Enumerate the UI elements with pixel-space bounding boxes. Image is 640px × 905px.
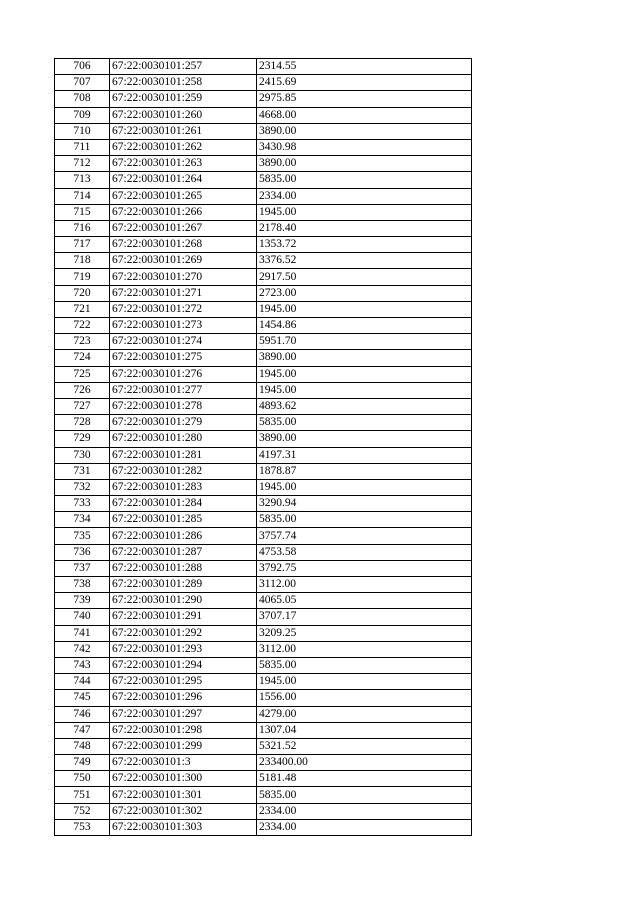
row-number-cell: 747 <box>55 722 110 738</box>
area-value-cell: 5835.00 <box>257 172 472 188</box>
row-number-cell: 729 <box>55 431 110 447</box>
table-row <box>55 609 472 625</box>
table-row <box>55 528 472 544</box>
table-row <box>55 415 472 431</box>
area-value-cell: 4065.05 <box>257 593 472 609</box>
table-row <box>55 512 472 528</box>
row-number-cell: 725 <box>55 366 110 382</box>
row-number-cell: 731 <box>55 463 110 479</box>
area-value-cell: 3890.00 <box>257 350 472 366</box>
cadastral-number-cell: 67:22:0030101:302 <box>110 803 257 819</box>
area-value-cell: 1878.87 <box>257 463 472 479</box>
table-row <box>55 560 472 576</box>
area-value-cell: 1454.86 <box>257 318 472 334</box>
row-number-cell: 738 <box>55 577 110 593</box>
area-value-cell: 1307.04 <box>257 722 472 738</box>
area-value-cell: 3890.00 <box>257 123 472 139</box>
area-value-cell: 3430.98 <box>257 139 472 155</box>
table-row <box>55 577 472 593</box>
cadastral-number-cell: 67:22:0030101:297 <box>110 706 257 722</box>
table-row <box>55 91 472 107</box>
cadastral-number-cell: 67:22:0030101:282 <box>110 463 257 479</box>
cadastral-number-cell: 67:22:0030101:272 <box>110 301 257 317</box>
table-row <box>55 625 472 641</box>
row-number-cell: 736 <box>55 544 110 560</box>
row-number-cell: 707 <box>55 75 110 91</box>
area-value-cell: 4279.00 <box>257 706 472 722</box>
table-row <box>55 366 472 382</box>
cadastral-number-cell: 67:22:0030101:293 <box>110 641 257 657</box>
cadastral-number-cell: 67:22:0030101:286 <box>110 528 257 544</box>
table-row <box>55 544 472 560</box>
cadastral-number-cell: 67:22:0030101:263 <box>110 156 257 172</box>
cadastral-number-cell: 67:22:0030101:271 <box>110 285 257 301</box>
cadastral-number-cell: 67:22:0030101:273 <box>110 318 257 334</box>
table-row <box>55 156 472 172</box>
cadastral-number-cell: 67:22:0030101:280 <box>110 431 257 447</box>
area-value-cell: 2314.55 <box>257 59 472 75</box>
table-row <box>55 59 472 75</box>
area-value-cell: 4668.00 <box>257 107 472 123</box>
cadastral-number-cell: 67:22:0030101:291 <box>110 609 257 625</box>
table-row <box>55 771 472 787</box>
table-row <box>55 382 472 398</box>
table-row <box>55 431 472 447</box>
row-number-cell: 746 <box>55 706 110 722</box>
area-value-cell: 1945.00 <box>257 674 472 690</box>
table-row <box>55 253 472 269</box>
row-number-cell: 727 <box>55 398 110 414</box>
row-number-cell: 741 <box>55 625 110 641</box>
cadastral-number-cell: 67:22:0030101:269 <box>110 253 257 269</box>
area-value-cell: 2334.00 <box>257 188 472 204</box>
area-value-cell: 3792.75 <box>257 560 472 576</box>
cadastral-number-cell: 67:22:0030101:3 <box>110 755 257 771</box>
area-value-cell: 4753.58 <box>257 544 472 560</box>
table-row <box>55 593 472 609</box>
cadastral-number-cell: 67:22:0030101:258 <box>110 75 257 91</box>
cadastral-number-cell: 67:22:0030101:278 <box>110 398 257 414</box>
row-number-cell: 735 <box>55 528 110 544</box>
table-row <box>55 819 472 835</box>
area-value-cell: 1556.00 <box>257 690 472 706</box>
cadastral-number-cell: 67:22:0030101:281 <box>110 447 257 463</box>
cadastral-number-cell: 67:22:0030101:287 <box>110 544 257 560</box>
table-row <box>55 318 472 334</box>
cadastral-number-cell: 67:22:0030101:295 <box>110 674 257 690</box>
cadastral-number-cell: 67:22:0030101:290 <box>110 593 257 609</box>
row-number-cell: 728 <box>55 415 110 431</box>
cadastral-number-cell: 67:22:0030101:270 <box>110 269 257 285</box>
table-row <box>55 188 472 204</box>
row-number-cell: 737 <box>55 560 110 576</box>
area-value-cell: 3209.25 <box>257 625 472 641</box>
row-number-cell: 715 <box>55 204 110 220</box>
cadastral-number-cell: 67:22:0030101:300 <box>110 771 257 787</box>
table-row <box>55 690 472 706</box>
row-number-cell: 719 <box>55 269 110 285</box>
area-value-cell: 2334.00 <box>257 803 472 819</box>
cadastral-number-cell: 67:22:0030101:266 <box>110 204 257 220</box>
row-number-cell: 749 <box>55 755 110 771</box>
row-number-cell: 721 <box>55 301 110 317</box>
cadastral-number-cell: 67:22:0030101:259 <box>110 91 257 107</box>
cadastral-number-cell: 67:22:0030101:261 <box>110 123 257 139</box>
area-value-cell: 2415.69 <box>257 75 472 91</box>
table-row <box>55 479 472 495</box>
table-row <box>55 75 472 91</box>
table-row <box>55 657 472 673</box>
cadastral-number-cell: 67:22:0030101:267 <box>110 220 257 236</box>
area-value-cell: 1945.00 <box>257 301 472 317</box>
table-row <box>55 269 472 285</box>
area-value-cell: 3757.74 <box>257 528 472 544</box>
area-value-cell: 5835.00 <box>257 512 472 528</box>
row-number-cell: 742 <box>55 641 110 657</box>
row-number-cell: 732 <box>55 479 110 495</box>
table-row <box>55 447 472 463</box>
area-value-cell: 2334.00 <box>257 819 472 835</box>
row-number-cell: 739 <box>55 593 110 609</box>
table-row <box>55 334 472 350</box>
cadastral-number-cell: 67:22:0030101:260 <box>110 107 257 123</box>
cadastral-number-cell: 67:22:0030101:276 <box>110 366 257 382</box>
table-row <box>55 674 472 690</box>
row-number-cell: 748 <box>55 738 110 754</box>
cadastral-number-cell: 67:22:0030101:292 <box>110 625 257 641</box>
parcel-table-body <box>55 59 472 836</box>
table-row <box>55 237 472 253</box>
table-row <box>55 285 472 301</box>
area-value-cell: 3112.00 <box>257 577 472 593</box>
area-value-cell: 1945.00 <box>257 366 472 382</box>
table-row <box>55 204 472 220</box>
row-number-cell: 710 <box>55 123 110 139</box>
row-number-cell: 733 <box>55 496 110 512</box>
area-value-cell: 1945.00 <box>257 382 472 398</box>
table-row <box>55 787 472 803</box>
table-row <box>55 641 472 657</box>
area-value-cell: 1353.72 <box>257 237 472 253</box>
area-value-cell: 1945.00 <box>257 479 472 495</box>
row-number-cell: 745 <box>55 690 110 706</box>
cadastral-number-cell: 67:22:0030101:296 <box>110 690 257 706</box>
row-number-cell: 722 <box>55 318 110 334</box>
cadastral-number-cell: 67:22:0030101:289 <box>110 577 257 593</box>
cadastral-number-cell: 67:22:0030101:298 <box>110 722 257 738</box>
area-value-cell: 5321.52 <box>257 738 472 754</box>
area-value-cell: 3890.00 <box>257 156 472 172</box>
table-row <box>55 123 472 139</box>
row-number-cell: 730 <box>55 447 110 463</box>
area-value-cell: 2723.00 <box>257 285 472 301</box>
area-value-cell: 5835.00 <box>257 787 472 803</box>
area-value-cell: 5181.48 <box>257 771 472 787</box>
table-row <box>55 706 472 722</box>
cadastral-number-cell: 67:22:0030101:265 <box>110 188 257 204</box>
cadastral-number-cell: 67:22:0030101:301 <box>110 787 257 803</box>
table-row <box>55 301 472 317</box>
row-number-cell: 753 <box>55 819 110 835</box>
row-number-cell: 724 <box>55 350 110 366</box>
table-row <box>55 755 472 771</box>
row-number-cell: 726 <box>55 382 110 398</box>
row-number-cell: 716 <box>55 220 110 236</box>
area-value-cell: 3290.94 <box>257 496 472 512</box>
area-value-cell: 2178.40 <box>257 220 472 236</box>
row-number-cell: 712 <box>55 156 110 172</box>
area-value-cell: 3376.52 <box>257 253 472 269</box>
row-number-cell: 711 <box>55 139 110 155</box>
cadastral-number-cell: 67:22:0030101:288 <box>110 560 257 576</box>
cadastral-number-cell: 67:22:0030101:262 <box>110 139 257 155</box>
area-value-cell: 3890.00 <box>257 431 472 447</box>
cadastral-number-cell: 67:22:0030101:264 <box>110 172 257 188</box>
row-number-cell: 706 <box>55 59 110 75</box>
table-row <box>55 398 472 414</box>
area-value-cell: 2975.85 <box>257 91 472 107</box>
table-row <box>55 803 472 819</box>
row-number-cell: 734 <box>55 512 110 528</box>
row-number-cell: 743 <box>55 657 110 673</box>
table-row <box>55 496 472 512</box>
area-value-cell: 4197.31 <box>257 447 472 463</box>
cadastral-number-cell: 67:22:0030101:257 <box>110 59 257 75</box>
table-row <box>55 463 472 479</box>
cadastral-number-cell: 67:22:0030101:285 <box>110 512 257 528</box>
cadastral-number-cell: 67:22:0030101:277 <box>110 382 257 398</box>
row-number-cell: 723 <box>55 334 110 350</box>
area-value-cell: 233400.00 <box>257 755 472 771</box>
cadastral-number-cell: 67:22:0030101:294 <box>110 657 257 673</box>
row-number-cell: 713 <box>55 172 110 188</box>
row-number-cell: 752 <box>55 803 110 819</box>
cadastral-number-cell: 67:22:0030101:275 <box>110 350 257 366</box>
area-value-cell: 5835.00 <box>257 415 472 431</box>
area-value-cell: 1945.00 <box>257 204 472 220</box>
cadastral-number-cell: 67:22:0030101:274 <box>110 334 257 350</box>
table-row <box>55 172 472 188</box>
table-row <box>55 722 472 738</box>
table-row <box>55 107 472 123</box>
cadastral-number-cell: 67:22:0030101:284 <box>110 496 257 512</box>
row-number-cell: 709 <box>55 107 110 123</box>
area-value-cell: 3707.17 <box>257 609 472 625</box>
row-number-cell: 718 <box>55 253 110 269</box>
cadastral-number-cell: 67:22:0030101:279 <box>110 415 257 431</box>
table-row <box>55 738 472 754</box>
cadastral-number-cell: 67:22:0030101:283 <box>110 479 257 495</box>
cadastral-number-cell: 67:22:0030101:268 <box>110 237 257 253</box>
area-value-cell: 3112.00 <box>257 641 472 657</box>
cadastral-number-cell: 67:22:0030101:303 <box>110 819 257 835</box>
area-value-cell: 4893.62 <box>257 398 472 414</box>
row-number-cell: 751 <box>55 787 110 803</box>
area-value-cell: 5951.70 <box>257 334 472 350</box>
row-number-cell: 740 <box>55 609 110 625</box>
table-row <box>55 139 472 155</box>
row-number-cell: 717 <box>55 237 110 253</box>
table-row <box>55 350 472 366</box>
row-number-cell: 744 <box>55 674 110 690</box>
area-value-cell: 2917.50 <box>257 269 472 285</box>
row-number-cell: 714 <box>55 188 110 204</box>
row-number-cell: 708 <box>55 91 110 107</box>
cadastral-number-cell: 67:22:0030101:299 <box>110 738 257 754</box>
row-number-cell: 720 <box>55 285 110 301</box>
area-value-cell: 5835.00 <box>257 657 472 673</box>
parcel-table <box>54 58 472 836</box>
table-row <box>55 220 472 236</box>
row-number-cell: 750 <box>55 771 110 787</box>
